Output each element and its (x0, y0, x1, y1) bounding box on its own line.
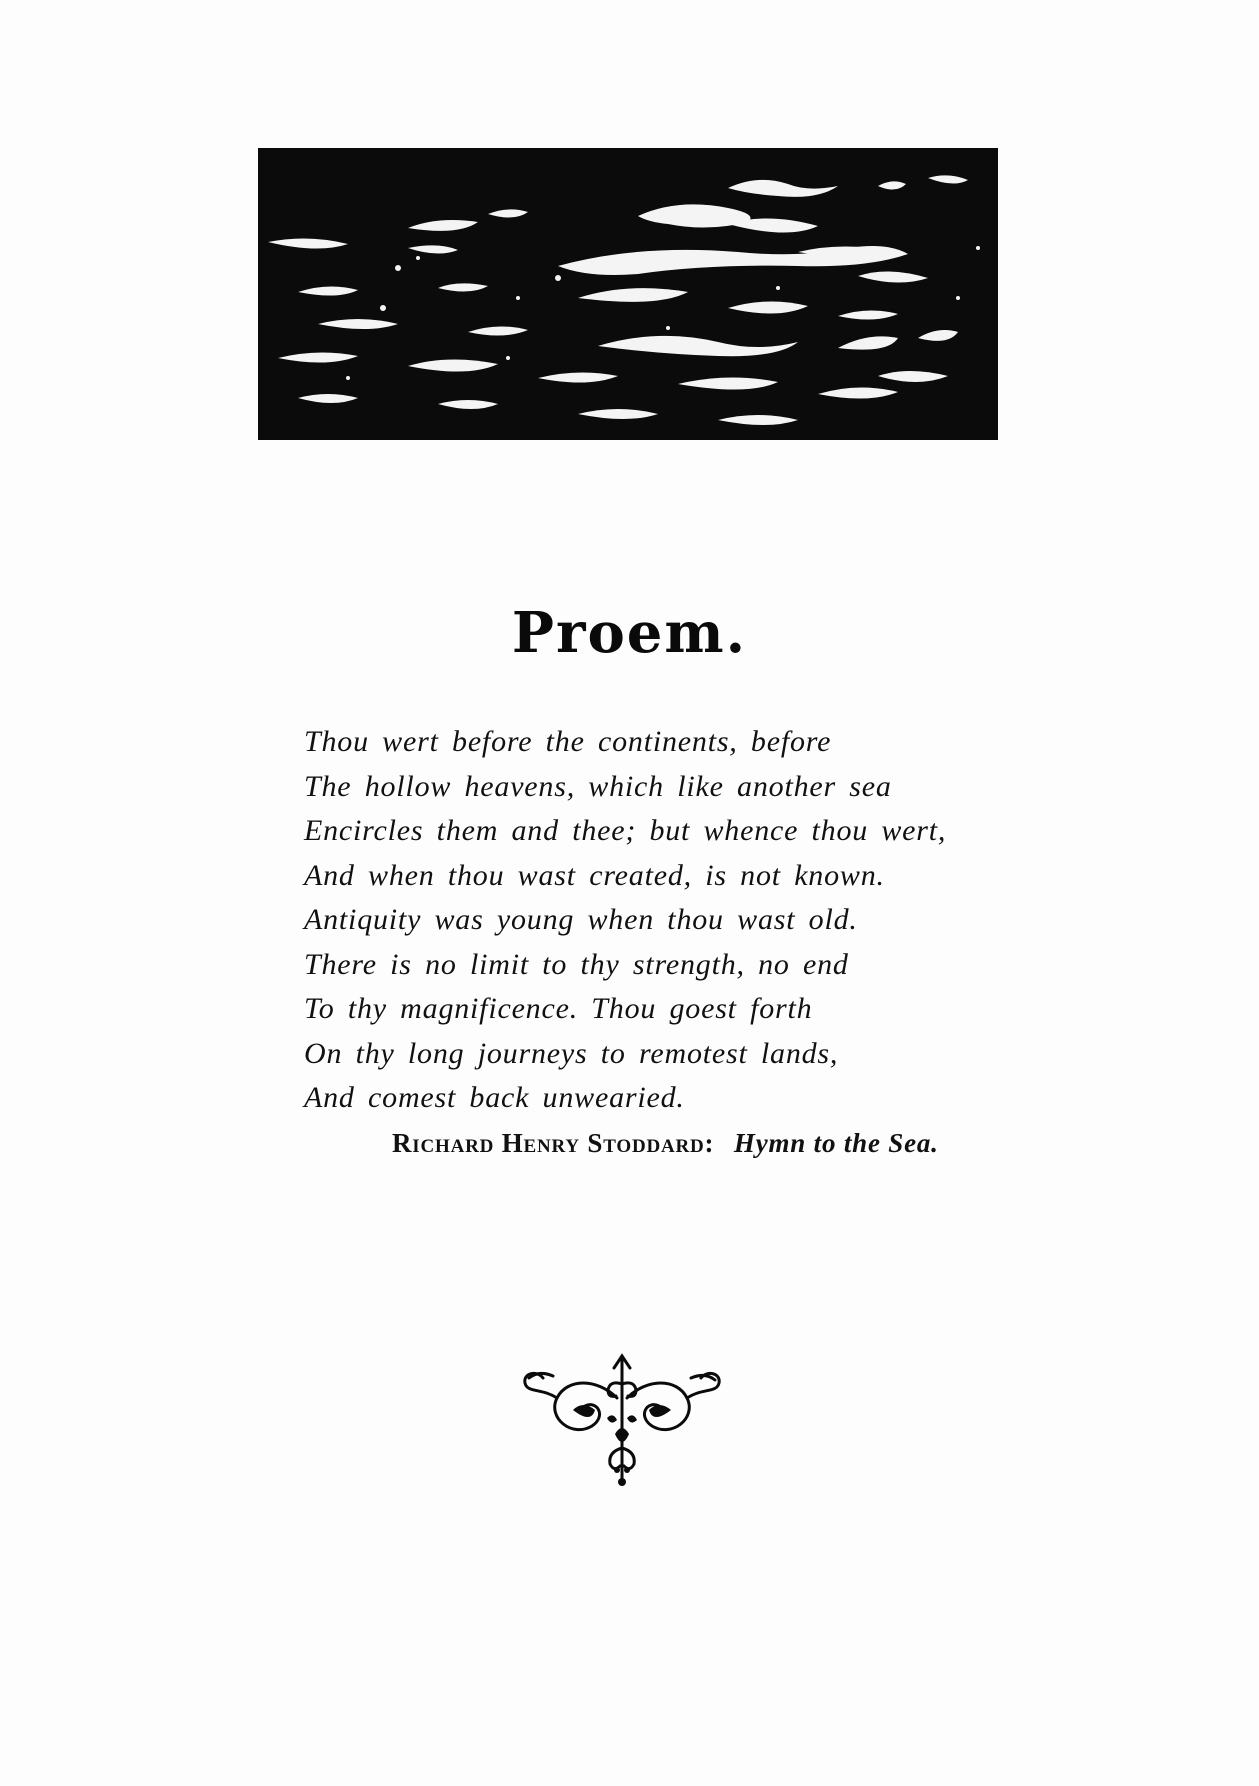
attribution-work: Hymn to the Sea. (733, 1128, 939, 1158)
floral-ornament-icon (517, 1348, 727, 1488)
poem-line: Antiquity was young when thou wast old. (304, 903, 858, 936)
poem-line: Encircles them and thee; but whence thou wert, (304, 814, 947, 847)
poem-line: There is no limit to thy strength, no end (304, 947, 849, 981)
poem-block (304, 720, 1004, 1121)
poem-line: To thy magnificence. Thou goest forth (304, 992, 813, 1025)
poem-line: Thou wert before the continents, before (304, 725, 832, 758)
poem-line: The hollow heavens, which like another sea (304, 769, 892, 803)
attribution (392, 1128, 939, 1159)
poem-line: And when thou wast created, is not known. (304, 858, 885, 892)
attribution-author: Richard Henry Stoddard: (392, 1128, 715, 1158)
poem-line: And comest back unwearied. (304, 1081, 685, 1114)
poem-line: On thy long journeys to remotest lands, (304, 1036, 839, 1070)
page-title: Proem. (511, 600, 748, 666)
seascape-engraving-icon (258, 148, 998, 440)
